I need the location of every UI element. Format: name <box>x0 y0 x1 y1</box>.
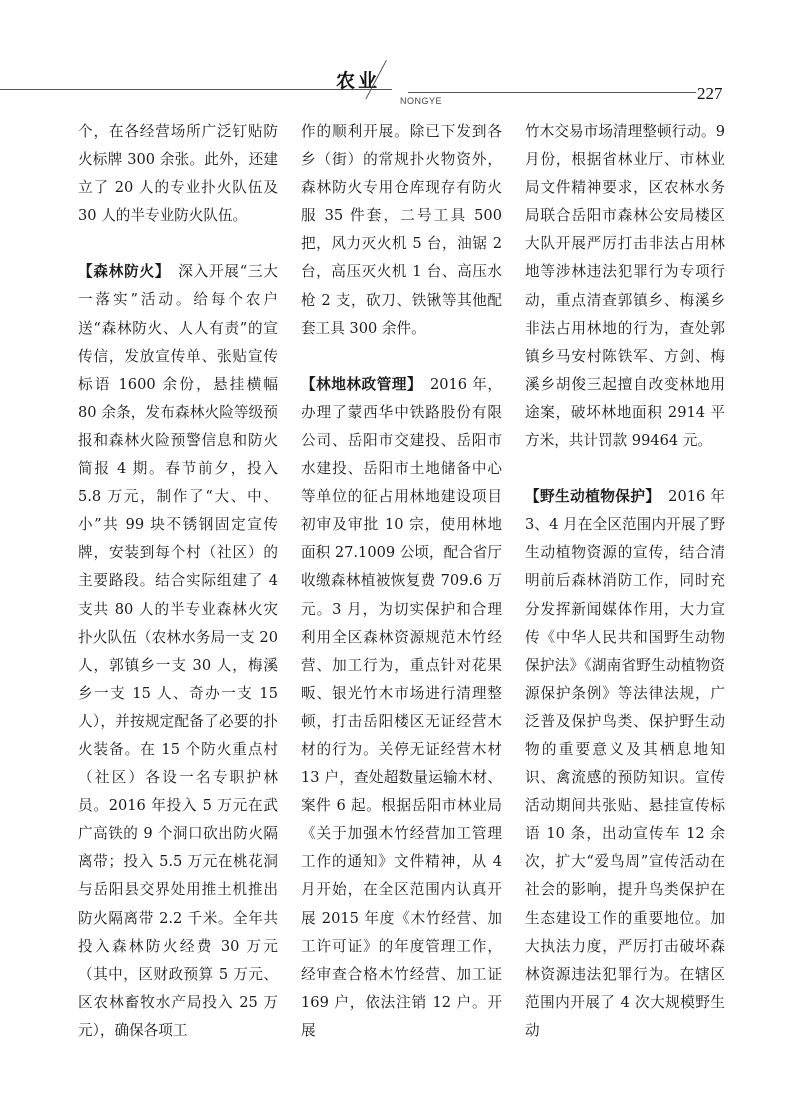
paragraph-forest-land-management <box>301 371 502 1045</box>
paragraph-text: 作的顺利开展。除已下发到各乡（街）的常规扑火物资外，森林防火专用仓库现存有防火服 35 件套，二号工具 500 把，风力灭火机 5 台，油锯 2 台，高压灭火机 1 台、高压水枪 2 支，砍刀、铁锹等其他配套工具 300 余件。 <box>301 123 502 337</box>
paragraph-text: 深入开展“三大一落实”活动。给每个农户送“森林防火、人人有责”的宣传信，发放宣传单、张贴宣传标语 1600 余份，悬挂横幅 80 余条，发布森林火险等级预报和森林火险预警信息和防火简报 4 期。春节前夕，投入 5.8 万元，制作了“大、中、小”共 99 块不锈钢固定宣传牌，安装到每个村（社区）的主要路段。结合实际组建了 4 支共 80 人的半专业森林火灾扑火队伍（农林水务局一支 20 人，郭镇乡一支 30 人，梅溪乡一支 15 人、奇办一支 15 人），并按规定配备了必要的扑火装备。在 15 个防火重点村（社区）各设一名专职护林员。2016 年投入 5 万元在武广高铁的 9 个洞口砍出防火隔离带；投入 5.5 万元在桃花洞与岳阳县交界处用推土机推出防火隔离带 2.2 千米。全年共投入森林防火经费 30 万元（其中，区财政预算 5 万元、区农林畜牧水产局投入 25 万元），确保各项工 <box>78 263 278 1039</box>
section-title: 农业 <box>336 70 381 92</box>
paragraph-text: 2016 年，办理了蒙西华中铁路股份有限公司、岳阳市交建投、岳阳市水建投、岳阳市土地储备中心等单位的征占用林地建设项目初审及审批 10 宗，使用林地面积 27.1009 公顷，配合省厅收缴森林植被恢复费 709.6 万元。3 月，为切实保护和合理利用全区森林资源规范木竹经营、加工行为，重点针对花果畈、银光竹木市场进行清理整顿，打击岳阳楼区无证经营木材的行为。关停无证经营木材 13 户，查处超数量运输木材、案件 6 起。根据岳阳市林业局《关于加强木竹经营加工管理工作的通知》文件精神，从 4 月开始，在全区范围内认真开展 2015 年度《木竹经营、加工许可证》的年度管理工作，经审查合格木竹经营、加工证 169 户，依法注销 12 户。开展 <box>301 375 503 1039</box>
header-rule-right <box>408 92 696 93</box>
paragraph-heading: 【森林防火】 <box>78 263 163 281</box>
paragraph-text: 个，在各经营场所广泛钉贴防火标牌 300 余张。此外，还建立了 20 人的专业扑火队伍及 30 人的半专业防火队伍。 <box>78 123 278 225</box>
header-rule-left <box>0 89 392 90</box>
section-subtitle: NONGYE <box>400 96 443 106</box>
paragraph-wildlife-protection <box>525 483 725 1045</box>
text-column-1 <box>78 118 278 1045</box>
paragraph-heading: 【野生动植物保护】 <box>525 488 654 506</box>
paragraph <box>78 118 278 230</box>
paragraph <box>525 118 725 455</box>
text-column-2 <box>301 118 502 1045</box>
paragraph-text: 2016 年 3、4 月在全区范围内开展了野生动植物资源的宣传，结合清明前后森林消防工作，同时充分发挥新闻媒体作用，大力宣传《中华人民共和国野生动物保护法》《湖南省野生动植物资源保护条例》等法律法规，广泛普及保护鸟类、保护野生动物的重要意义及其栖息地知识、禽流感的预防知识。宣传活动期间共张贴、悬挂宣传标语 10 条，出动宣传车 12 余次，扩大“爱鸟周”宣传活动在社会的影响，提升鸟类保护在生态建设工作的重要地位。加大执法力度，严厉打击破坏森林资源违法犯罪行为。在辖区范围内开展了 4 次大规模野生动 <box>525 488 725 1039</box>
paragraph-forest-fire-prevention <box>78 258 278 1045</box>
paragraph <box>301 118 502 343</box>
paragraph-text: 竹木交易市场清理整顿行动。9 月份，根据省林业厅、市林业局文件精神要求，区农林水务局联合岳阳市森林公安局楼区大队开展严厉打击非法占用林地等涉林违法犯罪行为专项行动，重点清查郭镇乡、梅溪乡非法占用林地的行为，查处郭镇乡马安村陈铁军、方剑、梅溪乡胡俊三起擅自改变林地用途案，破坏林地面积 2914 平方米，共计罚款 99464 元。 <box>525 123 725 450</box>
text-column-3 <box>525 118 725 1045</box>
paragraph-heading: 【林地林政管理】 <box>301 375 415 393</box>
page-number: 227 <box>697 84 723 103</box>
